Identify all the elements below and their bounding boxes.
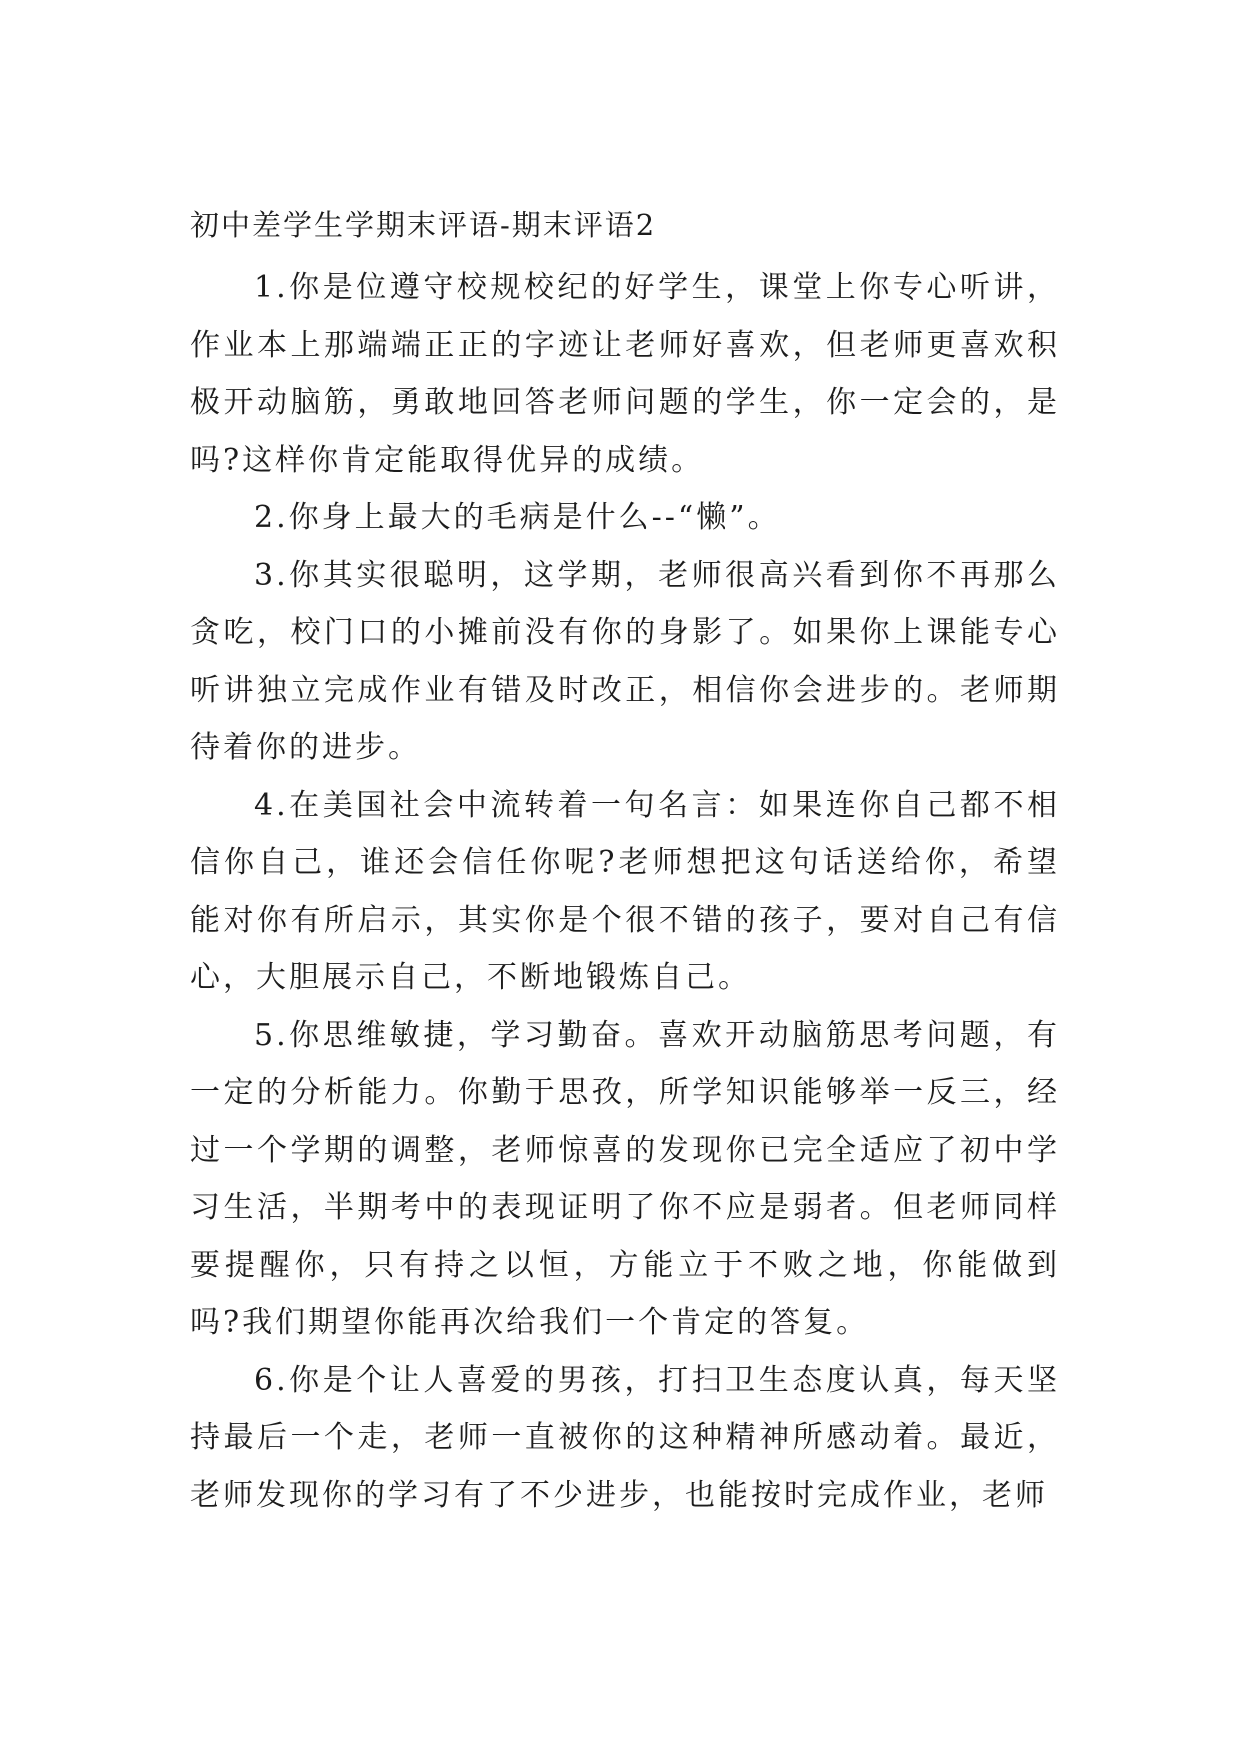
comment-paragraph-3: 3.你其实很聪明，这学期，老师很高兴看到你不再那么贪吃，校门口的小摊前没有你的身影了。如果你上课能专心听讲独立完成作业有错及时改正，相信你会进步的。老师期待着你的进步。 <box>190 557 1060 765</box>
document-page <box>190 195 1060 1524</box>
comment-paragraph-2: 2.你身上最大的毛病是什么--“懒”。 <box>254 500 781 535</box>
comment-paragraph-1: 1.你是位遵守校规校纪的好学生，课堂上你专心听讲，作业本上那端端正正的字迹让老师好喜欢，但老师更喜欢积极开动脑筋，勇敢地回答老师问题的学生，你一定会的，是吗?这样你肯定能取得优异的成绩。 <box>190 270 1060 478</box>
comment-paragraph-5: 5.你思维敏捷，学习勤奋。喜欢开动脑筋思考问题，有一定的分析能力。你勤于思孜，所学知识能够举一反三，经过一个学期的调整，老师惊喜的发现你已完全适应了初中学习生活，半期考中的表现证明了你不应是弱者。但老师同样要提醒你，只有持之以恒，方能立于不败之地，你能做到吗?我们期望你能再次给我们一个肯定的答复。 <box>190 1017 1060 1340</box>
comment-paragraph-4: 4.在美国社会中流转着一句名言：如果连你自己都不相信你自己，谁还会信任你呢?老师想把这句话送给你，希望能对你有所启示，其实你是个很不错的孩子，要对自己有信心，大胆展示自己，不断地锻炼自己。 <box>190 787 1060 995</box>
document-title: 初中差学生学期末评语-期末评语2 <box>190 208 657 242</box>
comment-paragraph-6: 6.你是个让人喜爱的男孩，打扫卫生态度认真，每天坚持最后一个走，老师一直被你的这种精神所感动着。最近，老师发现你的学习有了不少进步，也能按时完成作业，老师 <box>190 1362 1060 1513</box>
